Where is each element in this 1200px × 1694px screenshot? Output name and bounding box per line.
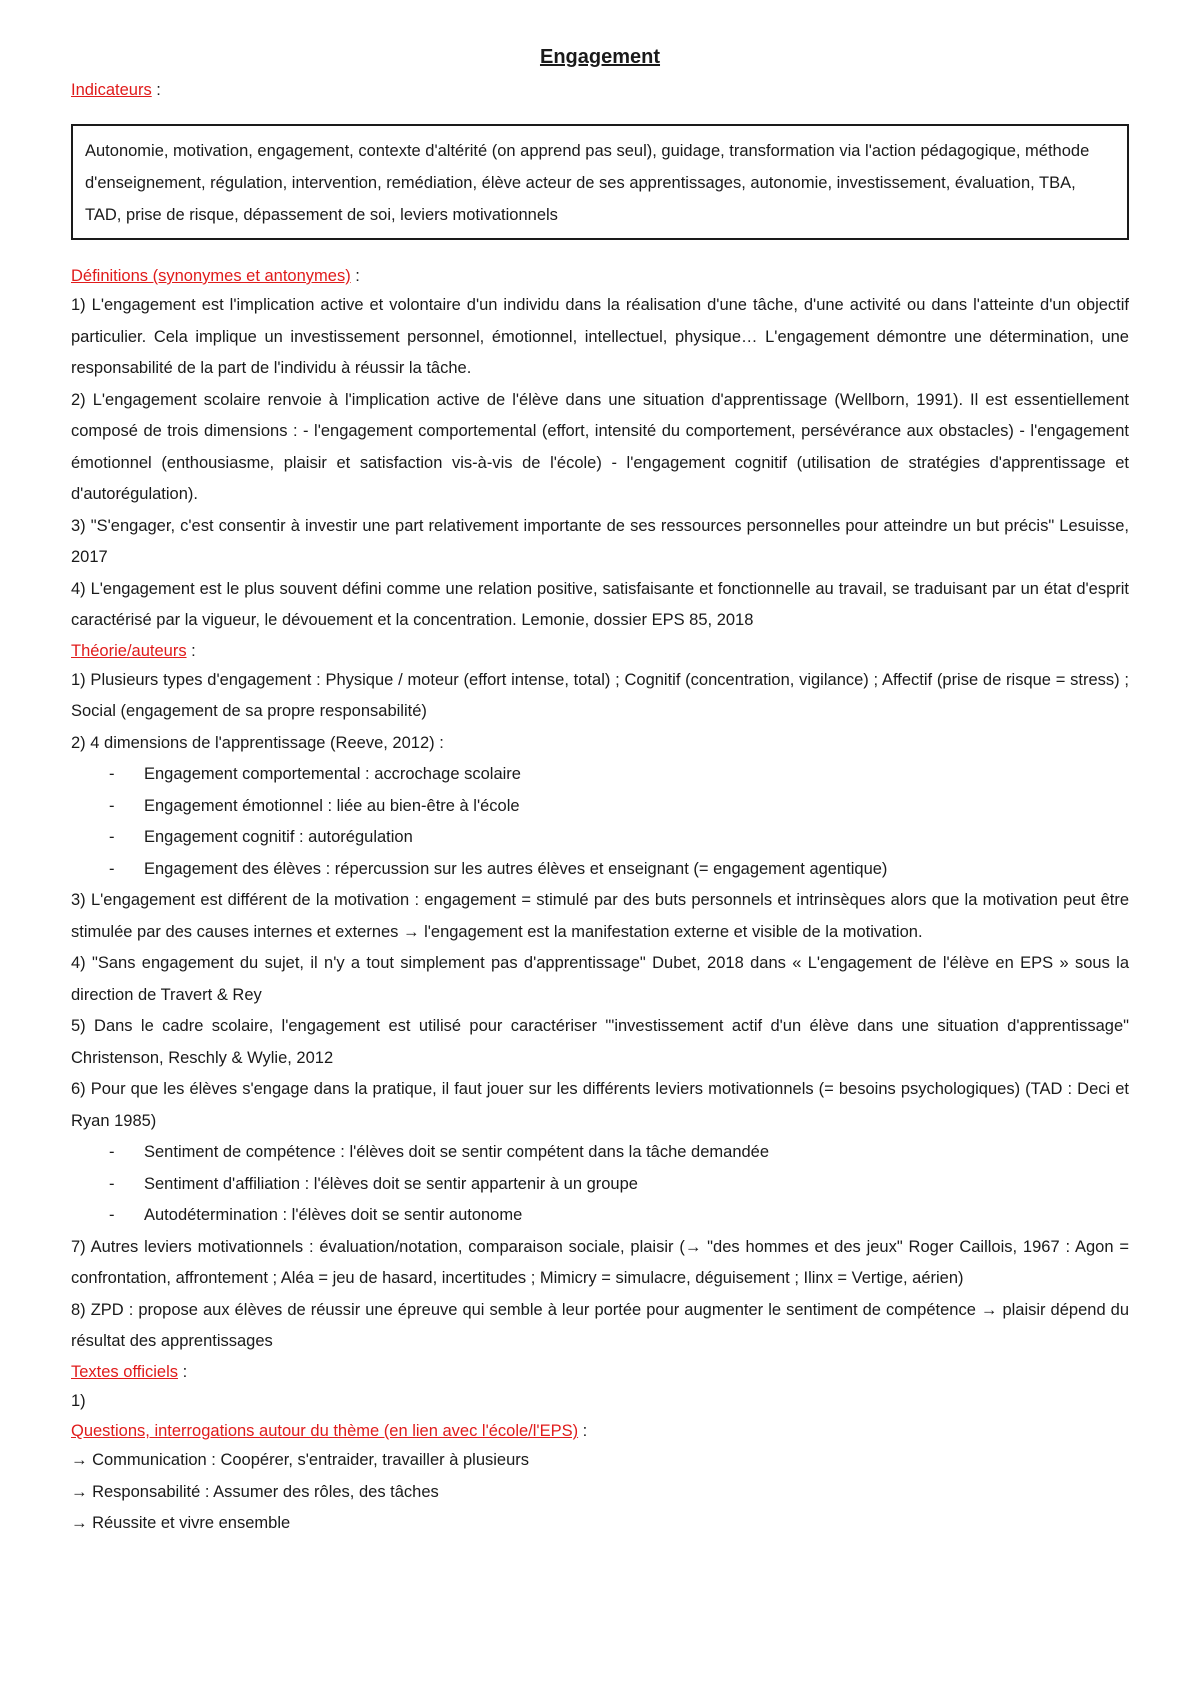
indicateurs-heading-colon: :	[151, 81, 161, 99]
questions-heading-label: Questions, interrogations autour du thème (en lien avec l'école/l'EPS)	[71, 1422, 579, 1440]
dash-bullet: -	[109, 796, 115, 815]
list-item-text: Sentiment de compétence : l'élèves doit se sentir compétent dans la tâche demandée	[144, 1143, 770, 1161]
definitions-heading-label: Définitions (synonymes et antonymes)	[71, 267, 351, 285]
list-item	[71, 822, 1129, 854]
list-item-text: Engagement comportemental : accrochage scolaire	[144, 765, 521, 783]
page-title: Engagement	[539, 46, 661, 68]
theorie-point-5: 5) Dans le cadre scolaire, l'engagement est utilisé pour caractériser "'investissement actif d'un élève dans une situation d'apprentissage" Christenson, Reschly & Wylie, 2012	[71, 1017, 1129, 1067]
dash-bullet: -	[109, 1206, 115, 1224]
question-item-responsabilite: → Responsabilité : Assumer des rôles, des tâches	[71, 1482, 439, 1501]
dash-bullet: -	[109, 1174, 115, 1193]
indicateurs-heading	[71, 76, 1129, 104]
definition-2: 2) L'engagement scolaire renvoie à l'implication active de l'élève dans une situation d'apprentissage (Wellborn, 1991). Il est essentiellement composé de trois dimensions : - l'engagement comportemental (effort, intensité du comportement, persévérance aux obstacles) - l'engagement émotionnel (enthousiasme, plaisir et satisfaction vis-à-vis de l'école) - l'engagement cognitif (utilisation de stratégies d'apprentissage et d'autorégulation).	[71, 390, 1129, 503]
dash-bullet: -	[109, 1143, 115, 1161]
list-item-text: Engagement des élèves : répercussion sur les autres élèves et enseignant (= engagement agentique)	[144, 859, 888, 878]
question-item-reussite: → Réussite et vivre ensemble	[71, 1514, 291, 1532]
dash-bullet: -	[109, 859, 115, 878]
dash-bullet: -	[109, 765, 115, 783]
theorie-point-2: 2) 4 dimensions de l'apprentissage (Reeve, 2012) :	[71, 733, 444, 752]
textes-heading-label: Textes officiels	[71, 1362, 178, 1381]
list-item	[71, 759, 1129, 791]
question-item-communication: → Communication : Coopérer, s'entraider, travailler à plusieurs	[71, 1451, 530, 1469]
dash-bullet: -	[109, 828, 115, 846]
list-item-text: Engagement émotionnel : liée au bien-être à l'école	[144, 796, 520, 815]
questions-heading	[71, 1417, 1129, 1445]
theorie-point-7: 7) Autres leviers motivationnels : évaluation/notation, comparaison sociale, plaisir (→ "des hommes et des jeux" Roger Caillois, 1967 : Agon = confrontation, affrontement ; Aléa = jeu de hasard, incertitudes ; Mimicry = simulacre, déguisement ; Ilinx = Vertige, aérien)	[71, 1237, 1129, 1287]
textes-heading	[71, 1358, 1129, 1386]
definition-3: 3) "S'engager, c'est consentir à investir une part relativement importante de ses ressources personnelles pour atteindre un but précis" Lesuisse, 2017	[71, 516, 1129, 566]
theorie-point-6: 6) Pour que les élèves s'engage dans la pratique, il faut jouer sur les différents leviers motivationnels (= besoins psychologiques) (TAD : Deci et Ryan 1985)	[71, 1080, 1129, 1130]
list-item-text: Sentiment d'affiliation : l'élèves doit se sentir appartenir à un groupe	[144, 1174, 638, 1193]
list-item	[71, 791, 1129, 823]
list-item	[71, 1169, 1129, 1201]
definition-4: 4) L'engagement est le plus souvent défini comme une relation positive, satisfaisante et fonctionnelle au travail, se traduisant par un état d'esprit caractérisé par la vigueur, le dévouement et la concentration. Lemonie, dossier EPS 85, 2018	[71, 579, 1129, 629]
definition-1: 1) L'engagement est l'implication active et volontaire d'un individu dans la réalisation d'une tâche, d'une activité ou dans l'atteinte d'un objectif particulier. Cela implique un investissement personnel, émotionnel, intellectuel, physique… L'engagement démontre une détermination, une responsabilité de la part de l'individu à réussir la tâche.	[71, 296, 1129, 377]
textes-point-1: 1)	[71, 1391, 86, 1410]
theorie-heading-label: Théorie/auteurs	[71, 641, 187, 660]
theorie-heading	[71, 637, 1129, 665]
leviers-list	[71, 1137, 1129, 1232]
definitions-heading-colon: :	[350, 267, 360, 285]
theorie-point-3: 3) L'engagement est différent de la motivation : engagement = stimulé par des buts personnels et intrinsèques alors que la motivation peut être stimulée par des causes internes et externes → l'engagement est la manifestation externe et visible de la motivation.	[71, 891, 1129, 941]
list-item-text: Engagement cognitif : autorégulation	[144, 828, 413, 846]
theorie-point-1: 1) Plusieurs types d'engagement : Physique / moteur (effort intense, total) ; Cognitif (concentration, vigilance) ; Affectif (prise de risque = stress) ; Social (engagement de sa propre responsabilité)	[71, 670, 1129, 720]
list-item-text: Autodétermination : l'élèves doit se sentir autonome	[144, 1206, 523, 1224]
indicateurs-heading-label: Indicateurs	[71, 81, 152, 99]
list-item	[71, 854, 1129, 886]
theorie-point-8: 8) ZPD : propose aux élèves de réussir une épreuve qui semble à leur portée pour augmenter le sentiment de compétence → plaisir dépend du résultat des apprentissages	[71, 1300, 1129, 1350]
definitions-heading	[71, 262, 1129, 290]
theorie-point-4: 4) "Sans engagement du sujet, il n'y a tout simplement pas d'apprentissage" Dubet, 2018 dans « L'engagement de l'élève en EPS » sous la direction de Travert & Rey	[71, 954, 1129, 1004]
list-item	[71, 1200, 1129, 1232]
dimensions-list	[71, 759, 1129, 885]
theorie-heading-colon: :	[186, 641, 196, 660]
questions-heading-colon: :	[578, 1422, 588, 1440]
indicateurs-box	[71, 124, 1129, 240]
textes-heading-colon: :	[178, 1362, 188, 1381]
indicateurs-text: Autonomie, motivation, engagement, contexte d'altérité (on apprend pas seul), guidage, transformation via l'action pédagogique, méthode d'enseignement, régulation, intervention, remédiation, élève acteur de ses apprentissages, autonomie, investissement, évaluation, TBA, TAD, prise de risque, dépassement de soi, leviers motivationnels	[85, 142, 1090, 224]
list-item	[71, 1137, 1129, 1169]
